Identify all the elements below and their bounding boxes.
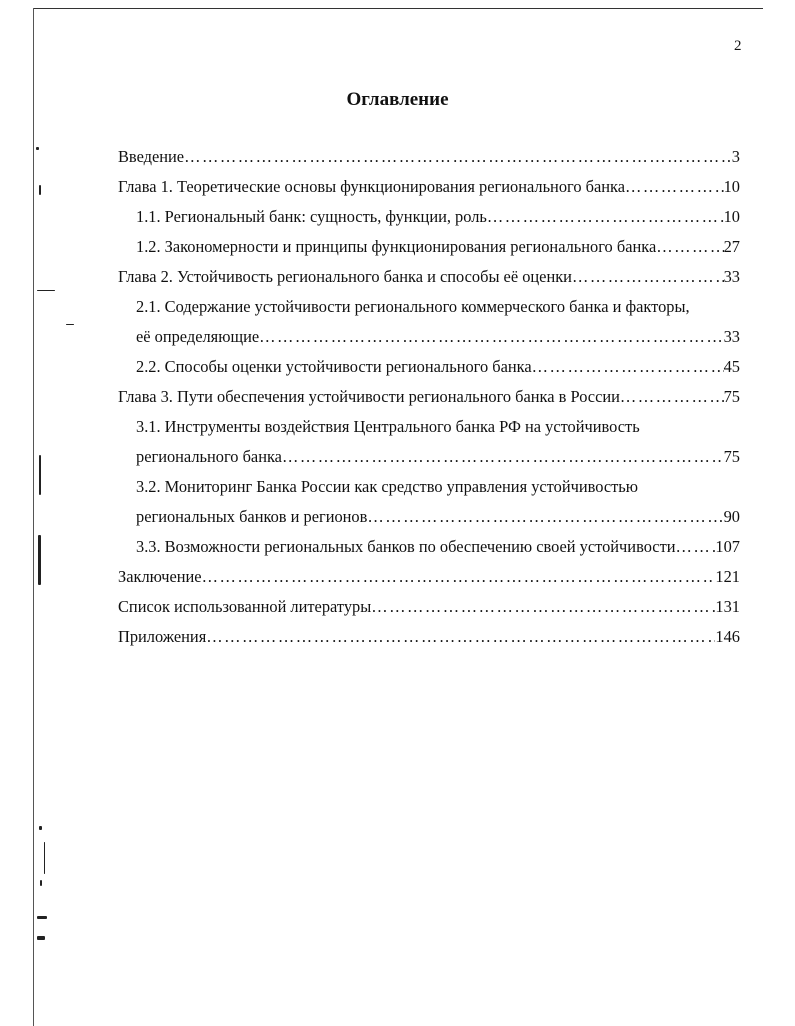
toc-entry-chapter-3 <box>118 384 740 410</box>
toc-page: 107 <box>715 537 740 556</box>
toc-label: региональных банков и регионов <box>136 507 368 526</box>
toc-entry-section-3-2-line-1: 3.2. Мониторинг Банка России как средство управления устойчивостью <box>136 477 638 496</box>
left-border-line <box>33 8 34 1026</box>
leader-dots <box>532 354 724 380</box>
scan-speck <box>44 842 45 874</box>
scan-speck <box>36 147 39 150</box>
scan-speck <box>66 324 74 325</box>
toc-page: 75 <box>723 447 740 466</box>
toc-page: 90 <box>723 507 740 526</box>
leader-dots <box>206 624 715 650</box>
toc-entry-chapter-2 <box>118 264 740 290</box>
toc-page: 121 <box>715 567 740 586</box>
leader-dots <box>625 174 724 200</box>
top-border-line <box>33 8 763 9</box>
scan-speck <box>38 535 41 585</box>
toc-entry-introduction <box>118 144 740 170</box>
toc-page: 27 <box>723 237 740 256</box>
toc-label: регионального банка <box>136 447 282 466</box>
toc-page: 75 <box>723 387 740 406</box>
toc-entry-chapter-1 <box>118 174 740 200</box>
toc-page: 146 <box>715 627 740 646</box>
toc-page: 45 <box>723 357 740 376</box>
leader-dots <box>202 564 716 590</box>
scan-speck <box>39 185 41 195</box>
leader-dots <box>676 534 716 560</box>
scan-speck <box>37 290 55 291</box>
toc-label: её определяющие <box>136 327 260 346</box>
leader-dots <box>487 204 724 230</box>
toc-page: 3 <box>731 147 740 166</box>
toc-label: 1.1. Региональный банк: сущность, функции, роль <box>136 207 487 226</box>
page-number: 2 <box>734 38 742 54</box>
toc-page: 10 <box>723 207 740 226</box>
toc-entry-section-2-1 <box>136 324 740 350</box>
toc-label: 2.2. Способы оценки устойчивости регионального банка <box>136 357 532 376</box>
toc-entry-section-3-2 <box>136 504 740 530</box>
toc-page: 33 <box>723 267 740 286</box>
toc-label: Введение <box>118 147 185 166</box>
leader-dots <box>656 234 723 260</box>
toc-label: 3.3. Возможности региональных банков по обеспечению своей устойчивости <box>136 537 676 556</box>
leader-dots <box>367 504 723 530</box>
page-title: Оглавление <box>346 89 449 110</box>
scan-speck <box>39 455 41 495</box>
leader-dots <box>620 384 724 410</box>
toc-label: Приложения <box>118 627 207 646</box>
leader-dots <box>371 594 715 620</box>
toc-label: Глава 2. Устойчивость регионального банка и способы её оценки <box>118 267 572 286</box>
toc-entry-appendices <box>118 624 740 650</box>
toc-entry-conclusion <box>118 564 740 590</box>
toc-entry-section-3-1-line-1: 3.1. Инструменты воздействия Центрального банка РФ на устойчивость <box>136 417 640 436</box>
toc-label: Список использованной литературы <box>118 597 372 616</box>
toc-page: 131 <box>715 597 740 616</box>
toc-label: 1.2. Закономерности и принципы функционирования регионального банка <box>136 237 657 256</box>
toc-entry-section-2-1-line-1: 2.1. Содержание устойчивости регионального коммерческого банка и факторы, <box>136 297 690 316</box>
toc-entry-section-1-1 <box>136 204 740 230</box>
leader-dots <box>259 324 723 350</box>
leader-dots <box>184 144 732 170</box>
toc-entry-section-3-3 <box>136 534 740 560</box>
toc-label: Глава 3. Пути обеспечения устойчивости регионального банка в России <box>118 387 620 406</box>
toc-entry-section-1-2 <box>136 234 740 260</box>
toc-entry-bibliography <box>118 594 740 620</box>
scan-speck <box>37 936 45 940</box>
toc-entry-section-2-2 <box>136 354 740 380</box>
toc-label: Глава 1. Теоретические основы функционирования регионального банка <box>118 177 625 196</box>
toc-page: 33 <box>723 327 740 346</box>
scan-speck <box>40 880 42 886</box>
toc-entry-section-3-1 <box>136 444 740 470</box>
scan-speck <box>39 826 42 830</box>
leader-dots <box>572 264 724 290</box>
scan-speck <box>37 916 47 919</box>
toc-page: 10 <box>723 177 740 196</box>
leader-dots <box>282 444 724 470</box>
toc-label: Заключение <box>118 567 202 586</box>
